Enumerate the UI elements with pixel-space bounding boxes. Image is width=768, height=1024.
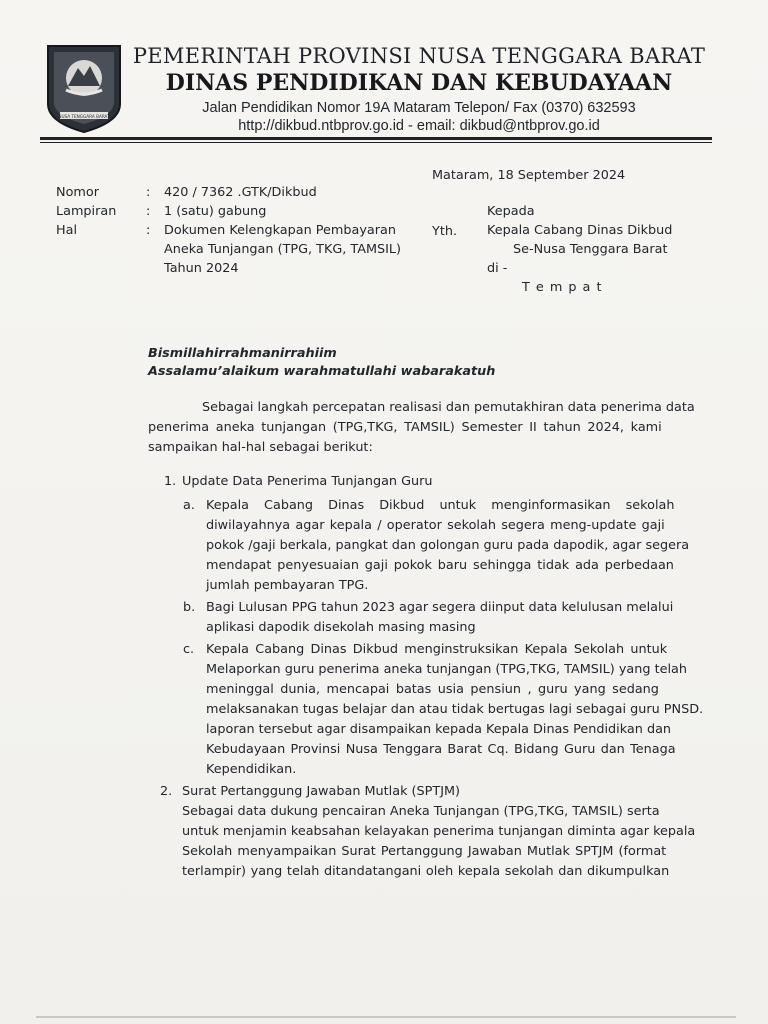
recipient-kepada: Kepada — [487, 204, 535, 219]
item-line: Sebagai data dukung pencairan Aneka Tunjangan (TPG,TKG, TAMSIL) serta — [182, 804, 660, 819]
meta-label-nomor: Nomor — [56, 185, 99, 200]
sub-item-line: diwilayahnya agar kepala / operator sekolah segera meng-update gaji — [206, 518, 665, 533]
letterhead-government: PEMERINTAH PROVINSI NUSA TENGGARA BARAT — [132, 44, 706, 68]
sub-item-line: meninggal dunia, mencapai batas usia pensiun , guru yang sedang — [206, 682, 659, 697]
letterhead-department: DINAS PENDIDIKAN DAN KEBUDAYAAN — [165, 70, 673, 96]
sub-item-line: Kependidikan. — [206, 762, 297, 777]
sub-item-line: Kepala Cabang Dinas Dikbud menginstruksikan Kepala Sekolah untuk — [206, 642, 668, 657]
greeting-salam: Assalamu’alaikum warahmatullahi wabarakatuh — [148, 364, 496, 379]
recipient-line1: Kepala Cabang Dinas Dikbud — [487, 223, 673, 238]
recipient-line2: Se-Nusa Tenggara Barat — [513, 242, 668, 257]
sub-item-letter: a. — [183, 498, 195, 513]
meta-value-nomor: 420 / 7362 .GTK/Dikbud — [164, 185, 317, 200]
meta-colon: : — [146, 185, 151, 200]
sub-item-line: Kebudayaan Provinsi Nusa Tenggara Barat Cq. Bidang Guru dan Tenaga — [206, 742, 676, 757]
recipient-line3: di - — [487, 261, 508, 276]
sub-item-line: Bagi Lulusan PPG tahun 2023 agar segera diinput data kelulusan melalui — [206, 600, 674, 615]
page-bottom-edge — [36, 1016, 736, 1018]
meta-value-hal: Dokumen Kelengkapan Pembayaran — [164, 223, 396, 238]
letter-date: Mataram, 18 September 2024 — [432, 168, 626, 183]
sub-item-line: melaksanakan tugas belajar dan atau tidak bertugas lagi sebagai guru PNSD. — [206, 702, 704, 717]
meta-colon: : — [146, 204, 151, 219]
sub-item-line: pokok /gaji berkala, pangkat dan golongan guru pada dapodik, agar segera — [206, 538, 690, 553]
intro-line: sampaikan hal-hal sebagai berikut: — [148, 440, 373, 455]
logo-text: NUSA TENGGARA BARAT — [58, 114, 110, 119]
letterhead-address: Jalan Pendidikan Nomor 19A Mataram Telepon/ Fax (0370) 632593 — [202, 100, 636, 116]
meta-value-hal-line2: Aneka Tunjangan (TPG, TKG, TAMSIL) — [164, 242, 402, 257]
recipient-line4: T e m p a t — [522, 280, 603, 295]
letterhead-rule-thick — [40, 137, 712, 140]
item-line: Sekolah menyampaikan Surat Pertanggung Jawaban Mutlak SPTJM (format — [182, 844, 667, 859]
sub-item-line: aplikasi dapodik disekolah masing masing — [206, 620, 476, 635]
meta-label-hal: Hal — [56, 223, 78, 238]
sub-item-letter: b. — [183, 600, 196, 615]
sub-item-letter: c. — [183, 642, 195, 657]
item-number: 1. — [164, 474, 177, 489]
sub-item-line: Melaporkan guru penerima aneka tunjangan (TPG,TKG, TAMSIL) yang telah — [206, 662, 687, 677]
meta-colon: : — [146, 223, 151, 238]
letterhead-rule-thin — [40, 142, 712, 143]
item-line: untuk menjamin keabsahan kelayakan penerima tunjangan diminta agar kepala — [182, 824, 696, 839]
sub-item-line: jumlah pembayaran TPG. — [206, 578, 369, 593]
sub-item-line: laporan tersebut agar disampaikan kepada Kepala Dinas Pendidikan dan — [206, 722, 672, 737]
item-line: terlampir) yang telah ditandatangani oleh kepala sekolah dan dikumpulkan — [182, 864, 670, 879]
letterhead-contact: http://dikbud.ntbprov.go.id - email: dikbud@ntbprov.go.id — [238, 118, 600, 134]
meta-value-hal-line3: Tahun 2024 — [164, 261, 239, 276]
meta-value-lampiran: 1 (satu) gabung — [164, 204, 267, 219]
intro-line: Sebagai langkah percepatan realisasi dan pemutakhiran data penerima data — [202, 400, 695, 415]
item-title: Update Data Penerima Tunjangan Guru — [182, 474, 433, 489]
greeting-bismillah: Bismillahirrahmanirrahiim — [148, 346, 337, 361]
item-number: 2. — [160, 784, 173, 799]
intro-line: penerima aneka tunjangan (TPG,TKG, TAMSIL) Semester II tahun 2024, kami — [148, 420, 662, 435]
meta-label-lampiran: Lampiran — [56, 204, 117, 219]
recipient-yth: Yth. — [432, 224, 458, 239]
sub-item-line: Kepala Cabang Dinas Dikbud untuk menginformasikan sekolah — [206, 498, 675, 513]
sub-item-line: mendapat penyesuaian gaji pokok baru sehingga tidak ada perbedaan — [206, 558, 674, 573]
item-title: Surat Pertanggung Jawaban Mutlak (SPTJM) — [182, 784, 461, 799]
